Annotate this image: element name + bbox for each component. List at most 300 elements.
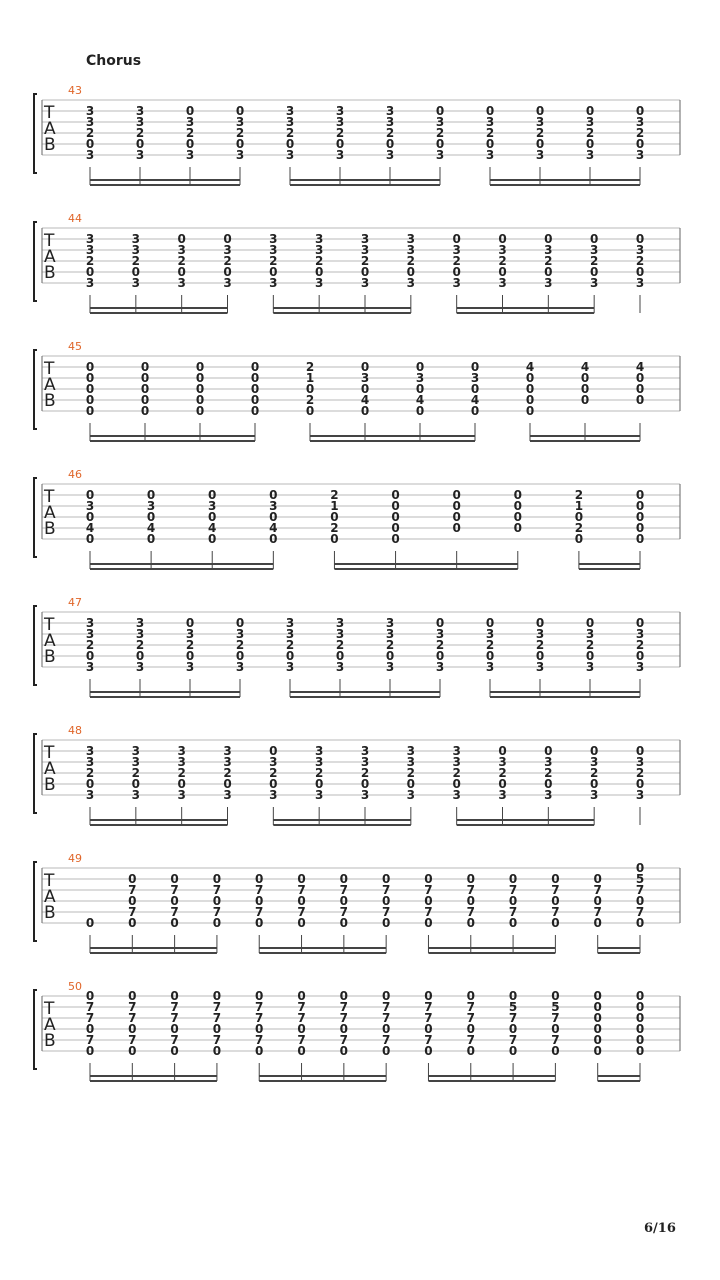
fret-number: 2 <box>85 126 95 140</box>
fret-number: 0 <box>635 616 645 630</box>
fret-number: 7 <box>551 905 560 919</box>
fret-number: 0 <box>593 916 602 930</box>
tab-letter: B <box>44 263 56 283</box>
fret-number: 2 <box>269 254 278 268</box>
fret-number: 0 <box>513 510 522 524</box>
fret-number: 7 <box>297 905 306 919</box>
fret-number: 0 <box>406 265 416 279</box>
fret-number: 0 <box>593 1011 602 1025</box>
fret-number: 0 <box>360 777 370 791</box>
fret-number: 2 <box>589 766 599 780</box>
fret-number: 0 <box>635 1044 645 1058</box>
fret-number: 0 <box>585 616 595 630</box>
fret-number: 0 <box>498 265 507 279</box>
fret-number: 0 <box>339 1022 349 1036</box>
fret-number: 0 <box>208 488 217 502</box>
fret-number: 0 <box>381 916 391 930</box>
fret-number: 0 <box>635 510 645 524</box>
fret-number: 3 <box>360 243 370 257</box>
fret-number: 0 <box>635 382 645 396</box>
fret-number: 0 <box>585 137 595 151</box>
fret-number: 0 <box>513 521 522 535</box>
fret-number: 0 <box>330 532 339 546</box>
fret-number: 2 <box>385 126 395 140</box>
fret-number: 7 <box>85 1000 95 1014</box>
fret-number: 3 <box>406 243 416 257</box>
fret-number: 3 <box>269 755 278 769</box>
fret-number: 0 <box>508 916 518 930</box>
fret-number: 7 <box>635 883 645 897</box>
fret-number: 2 <box>535 126 545 140</box>
fret-number: 2 <box>269 766 278 780</box>
fret-number: 0 <box>235 104 245 118</box>
fret-number: 2 <box>535 638 545 652</box>
fret-number: 0 <box>235 616 245 630</box>
fret-number: 0 <box>635 916 645 930</box>
tab-letter: T <box>44 999 55 1019</box>
fret-number: 0 <box>195 360 205 374</box>
fret-number: 7 <box>339 1033 349 1047</box>
fret-number: 7 <box>339 905 349 919</box>
fret-number: 2 <box>452 254 461 268</box>
fret-number: 3 <box>235 115 245 129</box>
fret-number: 1 <box>574 499 584 513</box>
fret-number: 3 <box>269 243 278 257</box>
fret-number: 0 <box>535 104 545 118</box>
fret-number: 0 <box>513 499 522 513</box>
fret-number: 3 <box>360 788 370 802</box>
fret-number: 2 <box>485 126 495 140</box>
fret-number: 0 <box>466 894 475 908</box>
fret-number: 0 <box>250 404 260 418</box>
fret-number: 0 <box>551 1044 560 1058</box>
fret-number: 2 <box>635 126 645 140</box>
tab-letter: T <box>44 615 55 635</box>
fret-number: 0 <box>170 916 179 930</box>
fret-number: 3 <box>269 788 278 802</box>
fret-number: 7 <box>381 1000 391 1014</box>
fret-number: 0 <box>551 989 560 1003</box>
fret-number: 0 <box>140 371 150 385</box>
fret-number: 0 <box>140 360 150 374</box>
fret-number: 0 <box>470 404 480 418</box>
fret-number: 3 <box>635 627 645 641</box>
fret-number: 2 <box>285 638 295 652</box>
fret-number: 7 <box>212 905 222 919</box>
system-bracket <box>34 734 37 813</box>
fret-number: 3 <box>589 243 599 257</box>
fret-number: 0 <box>250 371 260 385</box>
fret-number: 7 <box>128 883 137 897</box>
fret-number: 3 <box>335 148 345 162</box>
fret-number: 3 <box>406 755 416 769</box>
fret-number: 2 <box>635 254 645 268</box>
fret-number: 0 <box>551 916 560 930</box>
fret-number: 3 <box>131 744 141 758</box>
fret-number: 3 <box>285 616 295 630</box>
fret-number: 0 <box>195 404 205 418</box>
fret-number: 4 <box>208 521 217 535</box>
fret-number: 0 <box>128 1022 137 1036</box>
fret-number: 7 <box>128 1011 137 1025</box>
fret-number: 0 <box>177 265 186 279</box>
fret-number: 4 <box>146 521 156 535</box>
fret-number: 2 <box>485 638 495 652</box>
fret-number: 0 <box>415 382 425 396</box>
fret-number: 3 <box>435 627 445 641</box>
fret-number: 0 <box>415 360 425 374</box>
fret-number: 3 <box>131 788 141 802</box>
tab-letter: A <box>44 247 56 267</box>
page-number: 6/16 <box>644 1221 676 1236</box>
fret-number: 7 <box>297 1000 306 1014</box>
section-label: Chorus <box>86 53 142 69</box>
fret-number: 5 <box>508 1000 518 1014</box>
fret-number: 0 <box>406 777 416 791</box>
fret-number: 7 <box>551 1033 560 1047</box>
fret-number: 2 <box>305 393 315 407</box>
fret-number: 3 <box>498 276 507 290</box>
fret-number: 3 <box>314 232 324 246</box>
fret-number: 2 <box>223 766 232 780</box>
fret-number: 0 <box>269 510 278 524</box>
fret-number: 2 <box>131 766 141 780</box>
fret-number: 3 <box>269 276 278 290</box>
fret-number: 7 <box>466 905 475 919</box>
fret-number: 0 <box>85 382 95 396</box>
fret-number: 0 <box>635 137 645 151</box>
fret-number: 7 <box>170 1033 179 1047</box>
system-bracket <box>34 990 37 1069</box>
fret-number: 0 <box>485 616 495 630</box>
fret-number: 0 <box>580 393 590 407</box>
system-bracket <box>34 350 37 429</box>
fret-number: 0 <box>635 1022 645 1036</box>
fret-number: 0 <box>593 1022 602 1036</box>
tab-letter: B <box>44 775 56 795</box>
fret-number: 3 <box>585 115 595 129</box>
fret-number: 4 <box>580 360 590 374</box>
fret-number: 3 <box>85 104 95 118</box>
fret-number: 7 <box>297 883 306 897</box>
fret-number: 3 <box>535 660 545 674</box>
fret-number: 0 <box>391 510 400 524</box>
fret-number: 3 <box>135 616 145 630</box>
fret-number: 2 <box>335 638 345 652</box>
fret-number: 3 <box>85 243 95 257</box>
fret-number: 0 <box>360 360 370 374</box>
fret-number: 3 <box>385 115 395 129</box>
fret-number: 3 <box>177 744 186 758</box>
fret-number: 3 <box>385 104 395 118</box>
fret-number: 3 <box>485 115 495 129</box>
fret-number: 4 <box>360 393 370 407</box>
fret-number: 0 <box>635 488 645 502</box>
fret-number: 0 <box>305 382 315 396</box>
fret-number: 3 <box>285 148 295 162</box>
fret-number: 4 <box>269 521 278 535</box>
fret-number: 0 <box>435 137 445 151</box>
fret-number: 3 <box>314 276 324 290</box>
fret-number: 3 <box>135 660 145 674</box>
fret-number: 4 <box>635 360 645 374</box>
tab-letter: B <box>44 647 56 667</box>
fret-number: 2 <box>544 766 553 780</box>
fret-number: 3 <box>452 276 461 290</box>
fret-number: 0 <box>85 1044 95 1058</box>
fret-number: 7 <box>508 883 518 897</box>
fret-number: 7 <box>508 1011 518 1025</box>
fret-number: 2 <box>135 126 145 140</box>
fret-number: 7 <box>212 1011 222 1025</box>
fret-number: 3 <box>335 104 345 118</box>
fret-number: 0 <box>635 232 645 246</box>
fret-number: 2 <box>135 638 145 652</box>
fret-number: 0 <box>513 488 522 502</box>
fret-number: 0 <box>85 916 95 930</box>
measure-number: 47 <box>68 596 82 609</box>
fret-number: 7 <box>255 905 264 919</box>
fret-number: 0 <box>85 532 95 546</box>
fret-number: 0 <box>466 1022 475 1036</box>
fret-number: 7 <box>466 1011 475 1025</box>
fret-number: 0 <box>85 649 95 663</box>
tab-letter: B <box>44 391 56 411</box>
fret-number: 0 <box>235 649 245 663</box>
measure-number: 43 <box>68 84 82 97</box>
fret-number: 7 <box>635 905 645 919</box>
fret-number: 0 <box>85 265 95 279</box>
fret-number: 0 <box>381 894 391 908</box>
fret-number: 0 <box>212 1022 222 1036</box>
fret-number: 0 <box>185 104 195 118</box>
fret-number: 0 <box>544 744 553 758</box>
fret-number: 7 <box>339 883 349 897</box>
fret-number: 7 <box>593 905 602 919</box>
fret-number: 3 <box>385 660 395 674</box>
fret-number: 3 <box>314 755 324 769</box>
fret-number: 5 <box>551 1000 560 1014</box>
fret-number: 0 <box>85 371 95 385</box>
fret-number: 0 <box>297 894 306 908</box>
fret-number: 7 <box>212 883 222 897</box>
fret-number: 2 <box>285 126 295 140</box>
fret-number: 3 <box>544 788 553 802</box>
fret-number: 3 <box>135 115 145 129</box>
fret-number: 2 <box>406 766 416 780</box>
fret-number: 0 <box>589 265 599 279</box>
fret-number: 3 <box>589 755 599 769</box>
fret-number: 2 <box>585 638 595 652</box>
fret-number: 3 <box>85 744 95 758</box>
fret-number: 7 <box>551 883 560 897</box>
tab-letter: T <box>44 359 55 379</box>
fret-number: 0 <box>424 872 433 886</box>
fret-number: 3 <box>85 660 95 674</box>
tab-letter: A <box>44 631 56 651</box>
fret-number: 0 <box>485 137 495 151</box>
fret-number: 0 <box>498 744 507 758</box>
fret-number: 3 <box>85 148 95 162</box>
fret-number: 7 <box>170 1000 179 1014</box>
fret-number: 0 <box>85 360 95 374</box>
fret-number: 0 <box>525 393 535 407</box>
fret-number: 2 <box>85 254 95 268</box>
tab-letter: B <box>44 519 56 539</box>
fret-number: 0 <box>85 488 95 502</box>
fret-number: 2 <box>335 126 345 140</box>
fret-number: 2 <box>185 126 195 140</box>
fret-number: 0 <box>635 649 645 663</box>
fret-number: 3 <box>585 627 595 641</box>
fret-number: 2 <box>406 254 416 268</box>
fret-number: 0 <box>212 872 222 886</box>
fret-number: 0 <box>195 382 205 396</box>
fret-number: 3 <box>635 660 645 674</box>
system-bracket <box>34 222 37 301</box>
fret-number: 7 <box>339 1000 349 1014</box>
fret-number: 0 <box>593 872 602 886</box>
fret-number: 3 <box>406 788 416 802</box>
fret-number: 3 <box>544 243 553 257</box>
fret-number: 0 <box>177 777 186 791</box>
tab-letter: T <box>44 743 55 763</box>
fret-number: 0 <box>424 1044 433 1058</box>
fret-number: 0 <box>255 894 264 908</box>
fret-number: 7 <box>128 905 137 919</box>
fret-number: 0 <box>339 872 349 886</box>
fret-number: 0 <box>635 894 645 908</box>
fret-number: 0 <box>255 1022 264 1036</box>
fret-number: 0 <box>508 989 518 1003</box>
fret-number: 3 <box>360 744 370 758</box>
fret-number: 0 <box>635 777 645 791</box>
fret-number: 3 <box>360 232 370 246</box>
fret-number: 0 <box>635 744 645 758</box>
fret-number: 7 <box>170 883 179 897</box>
fret-number: 0 <box>269 265 278 279</box>
fret-number: 0 <box>452 777 461 791</box>
fret-number: 2 <box>452 766 461 780</box>
fret-number: 0 <box>525 371 535 385</box>
fret-number: 7 <box>255 1000 264 1014</box>
fret-number: 2 <box>360 254 370 268</box>
fret-number: 0 <box>128 989 137 1003</box>
fret-number: 0 <box>185 649 195 663</box>
fret-number: 0 <box>269 488 278 502</box>
fret-number: 0 <box>128 894 137 908</box>
fret-number: 7 <box>381 1033 391 1047</box>
fret-number: 0 <box>212 916 222 930</box>
fret-number: 0 <box>360 382 370 396</box>
tab-letter: A <box>44 887 56 907</box>
fret-number: 0 <box>551 872 560 886</box>
fret-number: 0 <box>269 744 278 758</box>
fret-number: 2 <box>185 638 195 652</box>
fret-number: 0 <box>635 861 645 875</box>
fret-number: 0 <box>335 137 345 151</box>
fret-number: 2 <box>574 521 584 535</box>
fret-number: 0 <box>544 232 553 246</box>
measure-number: 44 <box>68 212 82 225</box>
fret-number: 2 <box>131 254 141 268</box>
fret-number: 3 <box>544 755 553 769</box>
fret-number: 7 <box>128 1000 137 1014</box>
fret-number: 2 <box>574 488 584 502</box>
fret-number: 0 <box>466 872 475 886</box>
fret-number: 0 <box>635 371 645 385</box>
fret-number: 3 <box>131 755 141 769</box>
fret-number: 0 <box>498 777 507 791</box>
fret-number: 0 <box>452 510 461 524</box>
fret-number: 7 <box>339 1011 349 1025</box>
fret-number: 3 <box>498 243 507 257</box>
fret-number: 2 <box>498 766 507 780</box>
fret-number: 0 <box>635 1011 645 1025</box>
fret-number: 0 <box>470 382 480 396</box>
fret-number: 0 <box>381 1044 391 1058</box>
fret-number: 2 <box>235 126 245 140</box>
fret-number: 0 <box>255 916 264 930</box>
fret-number: 3 <box>85 115 95 129</box>
fret-number: 0 <box>635 104 645 118</box>
fret-number: 0 <box>508 894 518 908</box>
fret-number: 3 <box>635 243 645 257</box>
fret-number: 0 <box>551 1022 560 1036</box>
fret-number: 0 <box>140 404 150 418</box>
tab-letter: T <box>44 871 55 891</box>
fret-number: 0 <box>551 894 560 908</box>
fret-number: 0 <box>391 521 400 535</box>
fret-number: 3 <box>435 660 445 674</box>
fret-number: 1 <box>305 371 315 385</box>
fret-number: 0 <box>635 532 645 546</box>
fret-number: 0 <box>223 232 232 246</box>
fret-number: 3 <box>335 660 345 674</box>
fret-number: 3 <box>185 660 195 674</box>
fret-number: 3 <box>589 276 599 290</box>
fret-number: 7 <box>381 1011 391 1025</box>
fret-number: 0 <box>535 649 545 663</box>
fret-number: 7 <box>85 1011 95 1025</box>
fret-number: 3 <box>314 243 324 257</box>
fret-number: 0 <box>391 488 400 502</box>
fret-number: 3 <box>85 627 95 641</box>
fret-number: 2 <box>635 638 645 652</box>
fret-number: 0 <box>185 616 195 630</box>
fret-number: 7 <box>170 905 179 919</box>
fret-number: 3 <box>177 276 186 290</box>
fret-number: 0 <box>381 872 391 886</box>
fret-number: 0 <box>391 499 400 513</box>
fret-number: 0 <box>485 649 495 663</box>
fret-number: 0 <box>285 137 295 151</box>
fret-number: 0 <box>580 382 590 396</box>
fret-number: 3 <box>360 276 370 290</box>
fret-number: 0 <box>415 404 425 418</box>
fret-number: 0 <box>250 393 260 407</box>
fret-number: 0 <box>580 371 590 385</box>
fret-number: 3 <box>185 115 195 129</box>
fret-number: 0 <box>255 989 264 1003</box>
fret-number: 3 <box>235 627 245 641</box>
fret-number: 0 <box>223 265 232 279</box>
fret-number: 0 <box>212 894 222 908</box>
fret-number: 7 <box>255 1011 264 1025</box>
fret-number: 3 <box>269 499 278 513</box>
system-bracket <box>34 94 37 173</box>
fret-number: 3 <box>452 744 461 758</box>
